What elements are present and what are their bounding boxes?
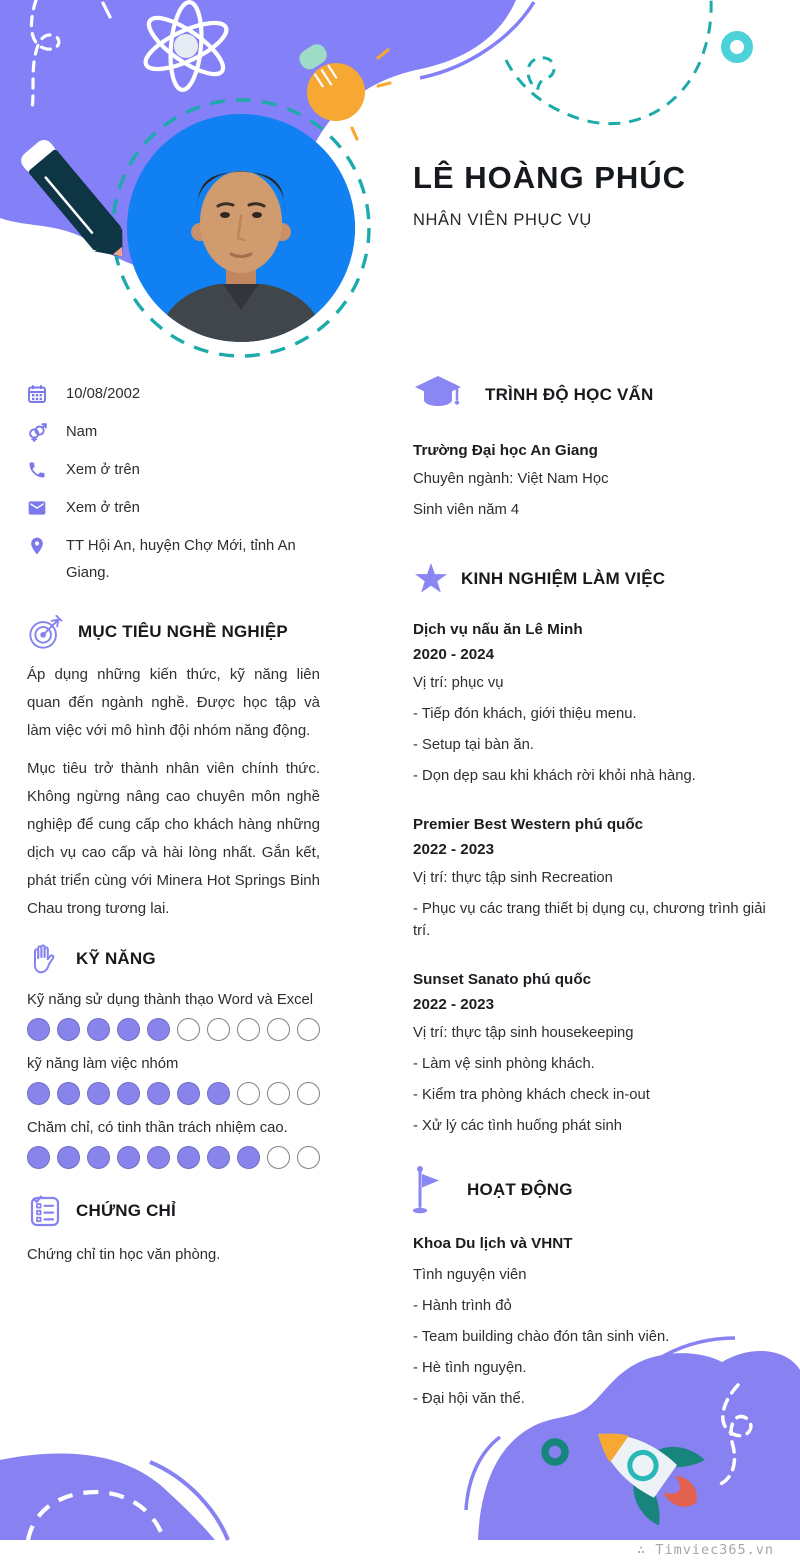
skill-dot (57, 1082, 80, 1105)
objective-paragraph: Mục tiêu trở thành nhân viên chính thức. Không ngừng nâng cao chuyên môn nghề nghiệp để cung cấp cho khách hàng những dịch vụ cao cấp và hài lòng nhất. Gắn kết, phát triển cùng với Minera Hot Springs Binh Chau trong tương lai. (27, 760, 320, 917)
skill-dot (87, 1082, 110, 1105)
skill-dot (207, 1146, 230, 1169)
experience-company: Dịch vụ nấu ăn Lê Minh (413, 621, 583, 638)
skill-level (27, 1018, 320, 1041)
teal-dashed-swoosh (506, 0, 711, 124)
section-title: MỤC TIÊU NGHỀ NGHIỆP (78, 622, 288, 641)
section-skills-heading (27, 941, 320, 977)
teal-dashed-loop (528, 58, 554, 97)
skill-dot (147, 1018, 170, 1041)
experience-bullet: - Phục vụ các trang thiết bị dụng cụ, chương trình giải trí. (413, 901, 766, 939)
hand-icon (27, 941, 63, 977)
experience-position: Vị trí: phục vụ (413, 675, 504, 691)
skill-item (27, 1120, 320, 1169)
skill-dot (237, 1082, 260, 1105)
target-icon (27, 613, 65, 651)
experience-bullet: - Xử lý các tình huống phát sinh (413, 1118, 622, 1134)
job-title: NHÂN VIÊN PHỤC VỤ (413, 211, 592, 229)
info-row-address (27, 533, 320, 587)
skill-dot (267, 1146, 290, 1169)
skill-dot (237, 1018, 260, 1041)
skill-dot (87, 1146, 110, 1169)
skill-dot (177, 1018, 200, 1041)
section-activities-heading (413, 1165, 779, 1215)
profile-photo (127, 114, 355, 342)
certificate-text: Chứng chỉ tin học văn phòng. (27, 1247, 221, 1263)
skill-item (27, 1056, 320, 1105)
skill-dot (177, 1082, 200, 1105)
skill-dot (237, 1146, 260, 1169)
activity-bullet: - Team building chào đón tân sinh viên. (413, 1329, 670, 1345)
section-experience-heading (413, 561, 779, 597)
experience-company: Sunset Sanato phú quốc (413, 971, 592, 988)
section-title: KỸ NĂNG (76, 949, 156, 968)
education-detail: Sinh viên năm 4 (413, 502, 520, 518)
section-title: KINH NGHIỆM LÀM VIỆC (461, 569, 666, 588)
experience-entry (413, 816, 779, 942)
skill-dot (297, 1082, 320, 1105)
skill-dot (27, 1018, 50, 1041)
right-column (413, 374, 779, 1410)
address-value: TT Hội An, huyện Chợ Mới, tỉnh An Giang. (66, 538, 296, 581)
birthdate-value: 10/08/2002 (66, 386, 141, 402)
calendar-icon (27, 384, 47, 404)
experience-bullet: - Kiểm tra phòng khách check in-out (413, 1087, 650, 1103)
skill-dot (297, 1018, 320, 1041)
education-school: Trường Đại học An Giang (413, 442, 598, 459)
email-icon (27, 498, 47, 518)
education-major: Chuyên ngành: Việt Nam Học (413, 471, 609, 487)
skill-dot (297, 1146, 320, 1169)
left-column (27, 381, 320, 1263)
location-icon (27, 536, 47, 556)
section-title: CHỨNG CHỈ (76, 1201, 176, 1220)
phone-icon (27, 460, 47, 480)
activity-bullet: - Hè tình nguyện. (413, 1360, 527, 1376)
section-title: TRÌNH ĐỘ HỌC VẤN (485, 385, 654, 404)
section-education-heading (413, 374, 779, 416)
experience-bullet: - Dọn dẹp sau khi khách rời khỏi nhà hàng. (413, 768, 696, 784)
skill-dot (117, 1146, 140, 1169)
skill-dot (87, 1018, 110, 1041)
experience-period: 2022 - 2023 (413, 996, 495, 1013)
info-row-email (27, 495, 320, 522)
gender-icon (27, 422, 47, 442)
experience-period: 2020 - 2024 (413, 646, 495, 663)
experience-company: Premier Best Western phú quốc (413, 816, 644, 833)
experience-entry (413, 621, 779, 787)
skill-dot (57, 1146, 80, 1169)
experience-entry (413, 971, 779, 1137)
experience-bullet: - Tiếp đón khách, giới thiệu menu. (413, 706, 637, 722)
candidate-name: LÊ HOÀNG PHÚC (413, 160, 687, 195)
header (413, 160, 791, 230)
skill-dot (267, 1018, 290, 1041)
experience-position: Vị trí: thực tập sinh housekeeping (413, 1025, 634, 1041)
skill-dot (147, 1146, 170, 1169)
skill-dot (57, 1018, 80, 1041)
info-row-birthdate (27, 381, 320, 408)
experience-bullet: - Setup tại bàn ăn. (413, 737, 534, 753)
skill-level (27, 1146, 320, 1169)
flag-icon (413, 1165, 441, 1215)
skill-dot (207, 1018, 230, 1041)
section-certificates-heading (27, 1193, 320, 1229)
email-value: Xem ở trên (66, 500, 140, 516)
info-row-gender (27, 419, 320, 446)
experience-period: 2022 - 2023 (413, 841, 495, 858)
skill-dot (27, 1146, 50, 1169)
skill-dot (147, 1082, 170, 1105)
activity-org: Khoa Du lịch và VHNT (413, 1235, 573, 1252)
watermark: ∴ Timviec365.vn (637, 1542, 774, 1558)
skill-dot (177, 1146, 200, 1169)
section-title: HOẠT ĐỘNG (467, 1180, 573, 1199)
objective-text (27, 661, 320, 923)
star-icon (413, 561, 449, 597)
skill-dot (267, 1082, 290, 1105)
skill-dot (207, 1082, 230, 1105)
objective-paragraph: Áp dụng những kiến thức, kỹ năng liên quan đến ngành nghề. Được học tập và làm việc với mô hình đội nhóm năng động. (27, 666, 320, 739)
skill-dot (27, 1082, 50, 1105)
activity-bullet: - Hành trình đỏ (413, 1298, 512, 1314)
graduation-cap-icon (413, 374, 463, 416)
info-row-phone (27, 457, 320, 484)
portrait-illustration (127, 114, 355, 342)
cyan-donut (726, 36, 749, 59)
gender-value: Nam (66, 424, 98, 440)
activity-bullet: - Đại hội văn thể. (413, 1391, 525, 1407)
experience-position: Vị trí: thực tập sinh Recreation (413, 870, 613, 886)
certificate-checklist-icon (27, 1193, 63, 1229)
skill-label: Chăm chỉ, có tinh thần trách nhiệm cao. (27, 1120, 288, 1136)
skill-label: kỹ năng làm việc nhóm (27, 1056, 179, 1072)
phone-value: Xem ở trên (66, 462, 140, 478)
activity-role: Tình nguyện viên (413, 1267, 527, 1283)
skill-label: Kỹ năng sử dụng thành thạo Word và Excel (27, 992, 314, 1008)
skill-level (27, 1082, 320, 1105)
section-objective-heading (27, 613, 320, 651)
skill-dot (117, 1018, 140, 1041)
bottom-decoration (0, 1324, 800, 1564)
experience-bullet: - Làm vệ sinh phòng khách. (413, 1056, 595, 1072)
skill-item (27, 992, 320, 1041)
skill-dot (117, 1082, 140, 1105)
